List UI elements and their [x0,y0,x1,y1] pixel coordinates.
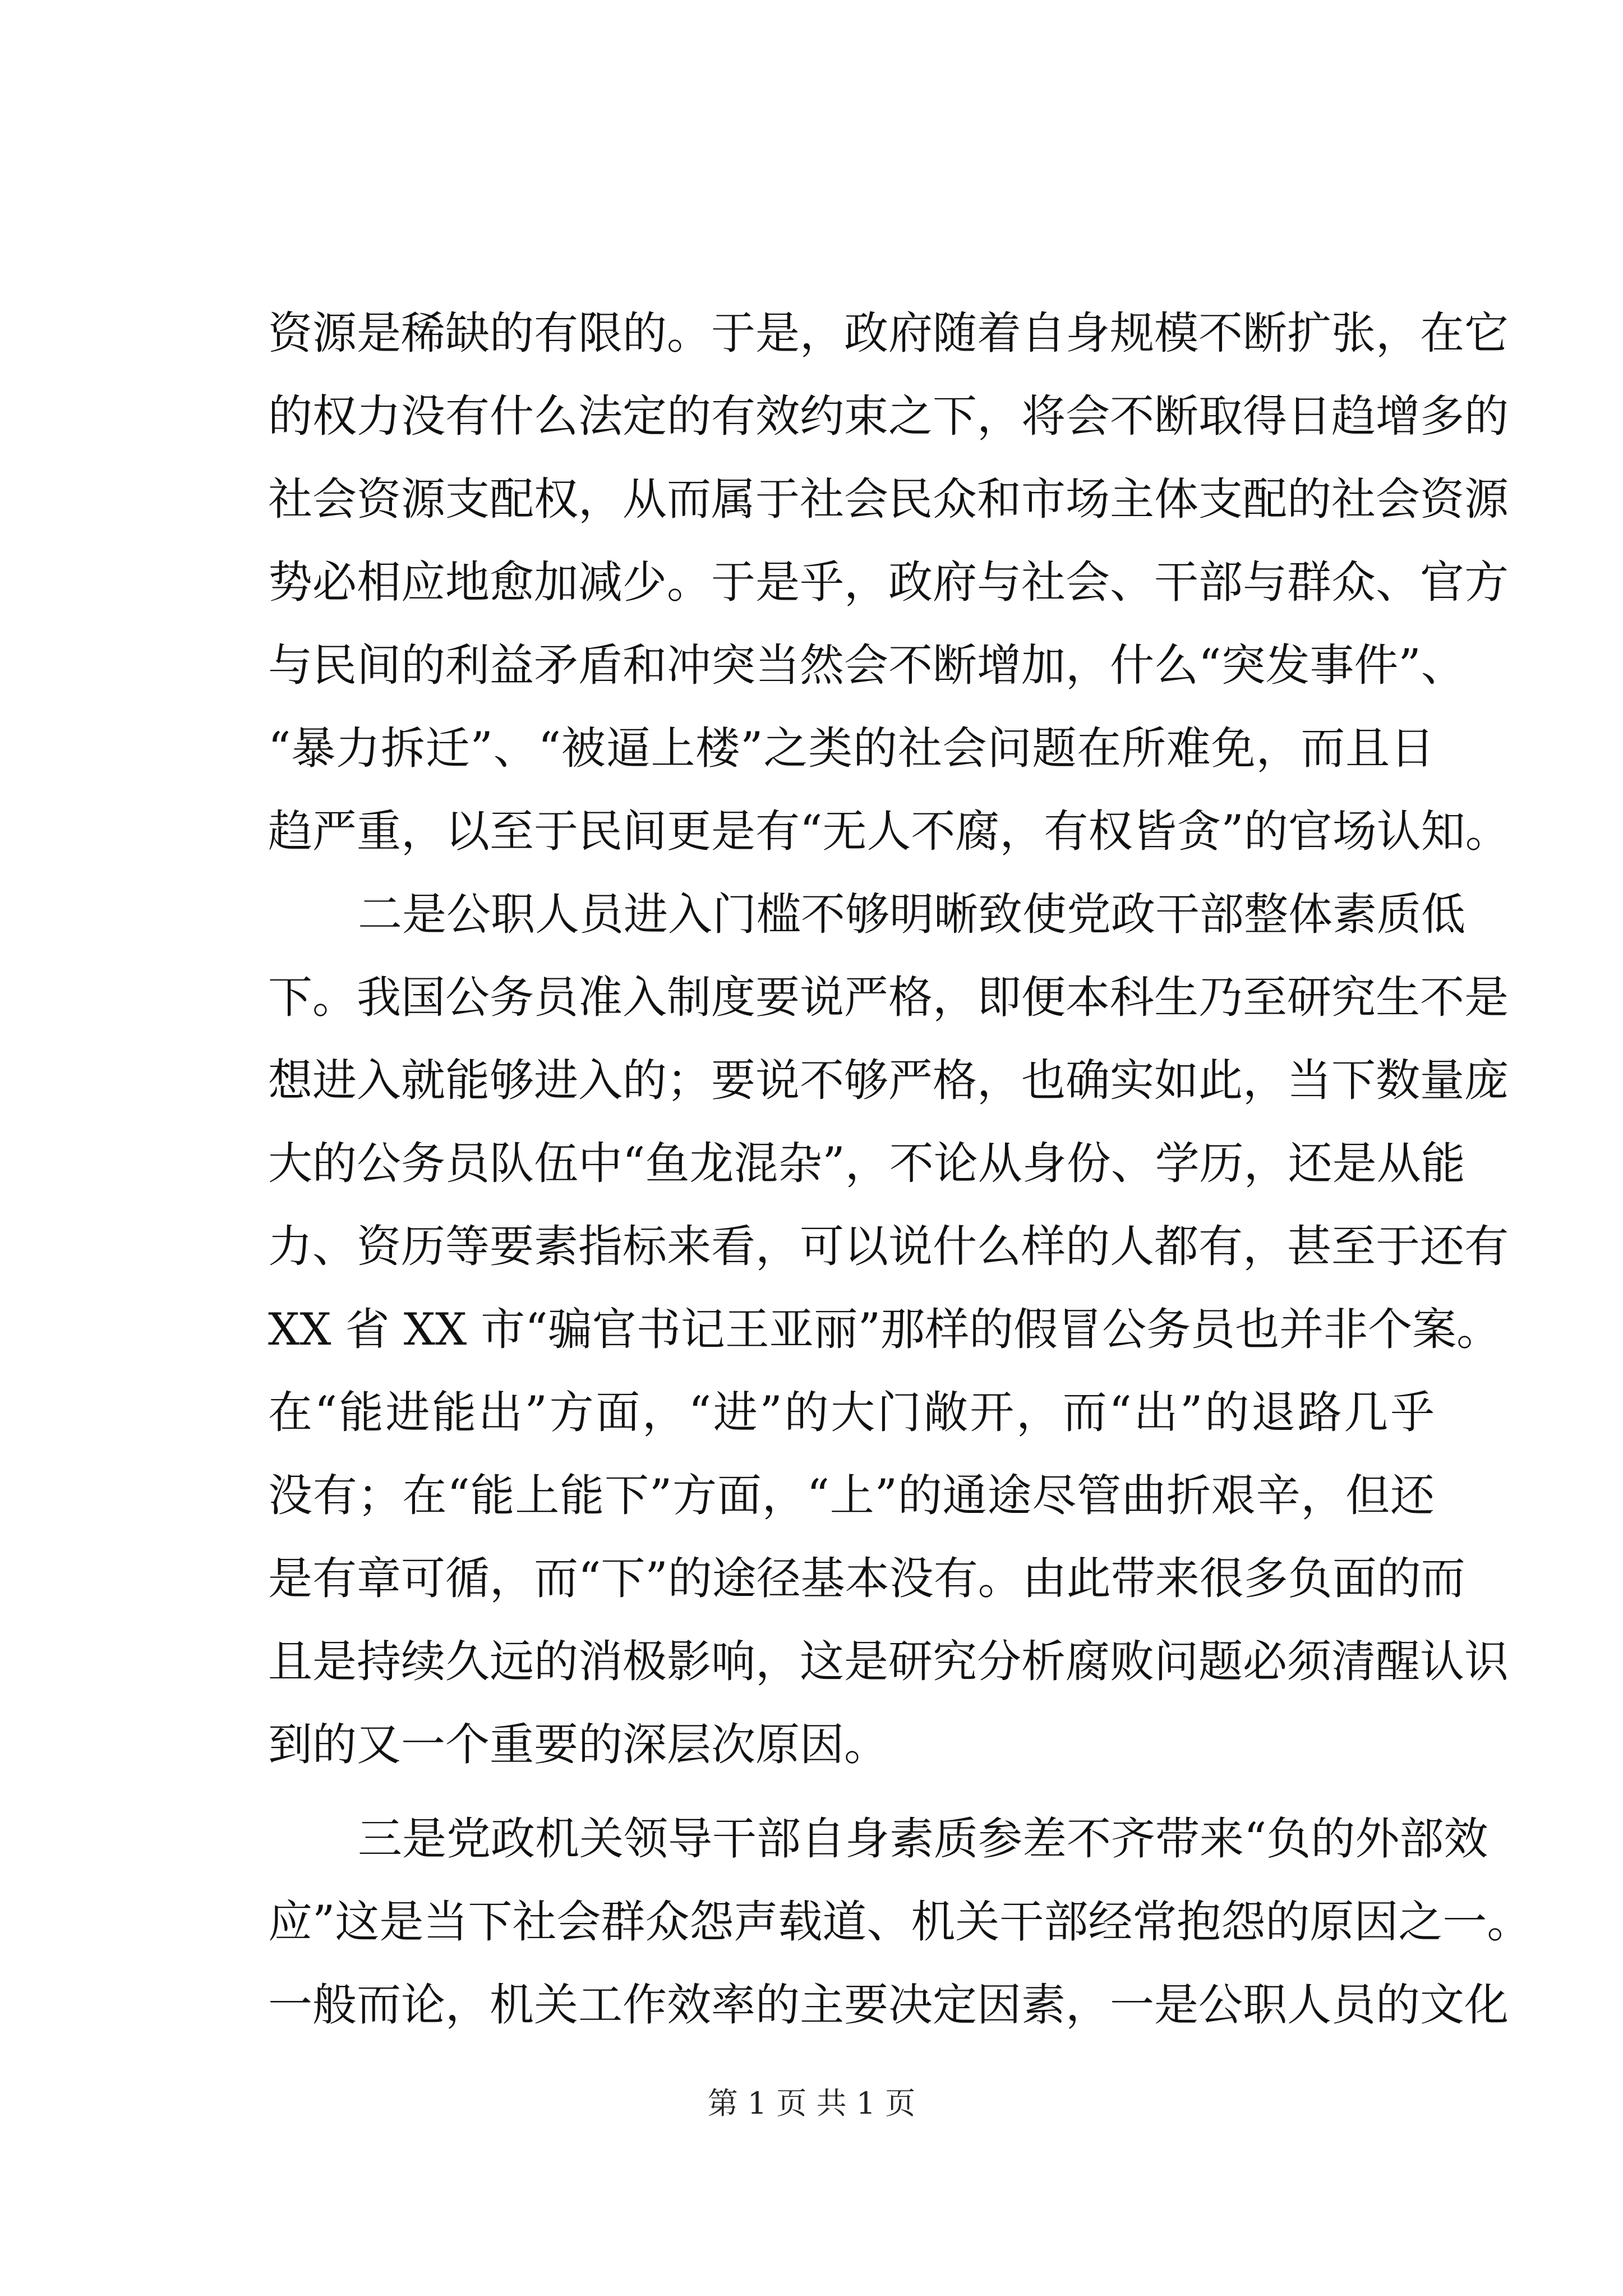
text-line: 没有；在“能上能下”方面，“上”的通途尽管曲折艰辛，但还 [268,1470,1435,1521]
paragraph [268,873,1509,1786]
text-line: 势必相应地愈加减少。于是乎，政府与社会、干部与群众、官方 [268,556,1509,608]
text-line: 在“能进能出”方面，“进”的大门敞开，而“出”的退路几乎 [268,1387,1435,1438]
paragraph [268,1797,1532,2046]
document-body [268,292,1532,2046]
text-line: 应”这是当下社会群众怨声载道、机关干部经常抱怨的原因之一。 [268,1896,1532,1948]
text-line: “暴力拆迁”、“被逼上楼”之类的社会问题在所难免，而且日 [268,723,1435,774]
text-line: 的权力没有什么法定的有效约束之下，将会不断取得日趋增多的 [268,390,1509,442]
text-line: 想进入就能够进入的；要说不够严格，也确实如此，当下数量庞 [268,1055,1509,1106]
text-line: 社会资源支配权，从而属于社会民众和市场主体支配的社会资源 [268,473,1509,525]
text-line: 是有章可循，而“下”的途径基本没有。由此带来很多负面的而 [268,1553,1465,1604]
text-line: 到的又一个重要的深层次原因。 [268,1719,888,1770]
text-line: 趋严重，以至于民间更是有“无人不腐，有权皆贪”的官场认知。 [268,806,1510,857]
page-number-label: 第 1 页 共 1 页 [707,2086,916,2121]
text-line: 与民间的利益矛盾和冲突当然会不断增加，什么“突发事件”、 [268,639,1465,691]
text-line: 资源是稀缺的有限的。于是，政府随着自身规模不断扩张，在它 [268,307,1509,359]
text-line: 二是公职人员进入门槛不够明晰致使党政干部整体素质低 [358,889,1465,940]
text-line: 三是党政机关领导干部自身素质参差不齐带来“负的外部效 [358,1813,1488,1865]
text-line: 且是持续久远的消极影响，这是研究分析腐败问题必须清醒认识 [268,1636,1509,1687]
text-line: 下。我国公务员准入制度要说严格，即便本科生乃至研究生不是 [268,972,1509,1023]
text-line: 一般而论，机关工作效率的主要决定因素，一是公职人员的文化 [268,1979,1509,2031]
text-line: 大的公务员队伍中“鱼龙混杂”，不论从身份、学历，还是从能 [268,1138,1465,1189]
paragraph [268,292,1510,873]
paragraph-gap [268,1786,1435,1797]
text-line: XX 省 XX 市“骗官书记王亚丽”那样的假冒公务员也并非个案。 [268,1304,1501,1355]
text-line: 力、资历等要素指标来看，可以说什么样的人都有，甚至于还有 [268,1221,1509,1272]
page-footer [0,2084,1623,2123]
